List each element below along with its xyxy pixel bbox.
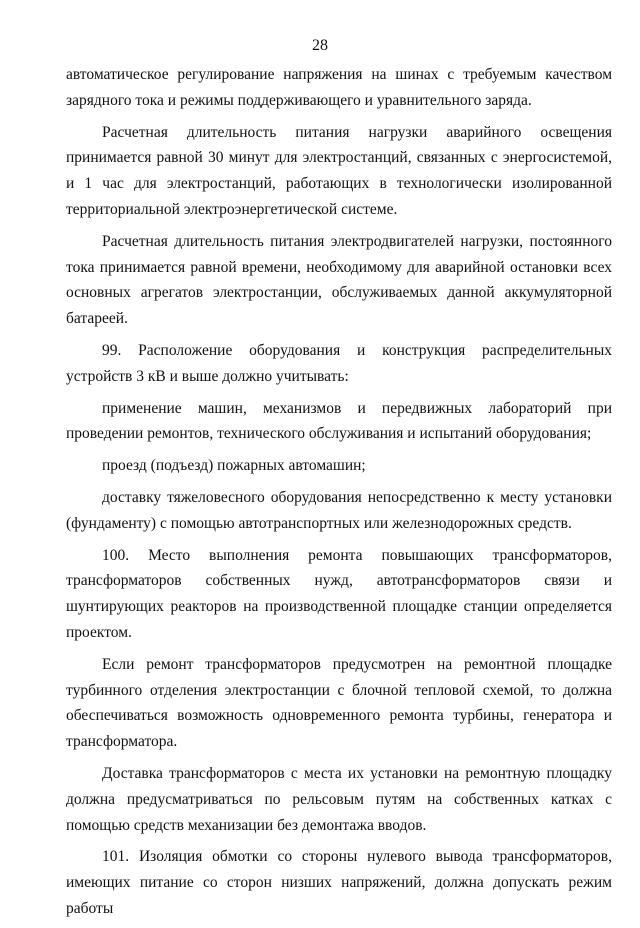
paragraph-machines: применение машин, механизмов и передвижных лабораторий при проведении ремонтов, технического обслуживания и испытаний оборудования; — [66, 399, 612, 443]
paragraph-emergency-lighting: Расчетная длительность питания нагрузки аварийного освещения принимается равной 30 минут для электростанций, связанных с энергосистемой, и 1 час для электростанций, работающих в технологически изолированной территориальной электроэнергетической системе. — [66, 123, 612, 218]
paragraph-clause-99: 99. Расположение оборудования и конструкция распределительных устройств 3 кВ и выше должно учитывать: — [66, 341, 612, 385]
page-number: 28 — [312, 37, 328, 54]
paragraph-turbine-repair: Если ремонт трансформаторов предусмотрен на ремонтной площадке турбинного отделения электростанции с блочной тепловой схемой, то должна обеспечиваться возможность одновременного ремонта турбины, генератора и трансформатора. — [66, 655, 612, 751]
paragraph-clause-101: 101. Изоляция обмотки со стороны нулевого вывода трансформаторов, имеющих питание со сторон низших напряжений, должна допускать режим работы — [66, 848, 612, 917]
document-body — [66, 62, 612, 928]
paragraph-fire-trucks: проезд (подъезд) пожарных автомашин; — [102, 457, 366, 475]
paragraph-transformer-delivery: Доставка трансформаторов с места их установки на ремонтную площадку должна предусматриваться по рельсовым путям на собственных катках с помощью средств механизации без демонтажа вводов. — [66, 764, 612, 834]
paragraph-dc-motors: Расчетная длительность питания электродвигателей нагрузки, постоянного тока принимается равной времени, необходимому для аварийной остановки всех основных агрегатов электростанции, обслуживаемых данной аккумуляторной батареей. — [66, 232, 612, 328]
paragraph-continuation: автоматическое регулирование напряжения на шинах с требуемым качеством зарядного тока и режимы поддерживающего и уравнительного заряда. — [66, 66, 612, 109]
paragraph-clause-100: 100. Место выполнения ремонта повышающих трансформаторов, трансформаторов собственных нужд, автотрансформаторов связи и шунтирующих реакторов на производственной площадке станции определяется проектом. — [66, 546, 612, 641]
paragraph-heavy-delivery: доставку тяжеловесного оборудования непосредственно к месту установки (фундаменту) с помощью автотранспортных или железнодорожных средств. — [66, 488, 612, 532]
